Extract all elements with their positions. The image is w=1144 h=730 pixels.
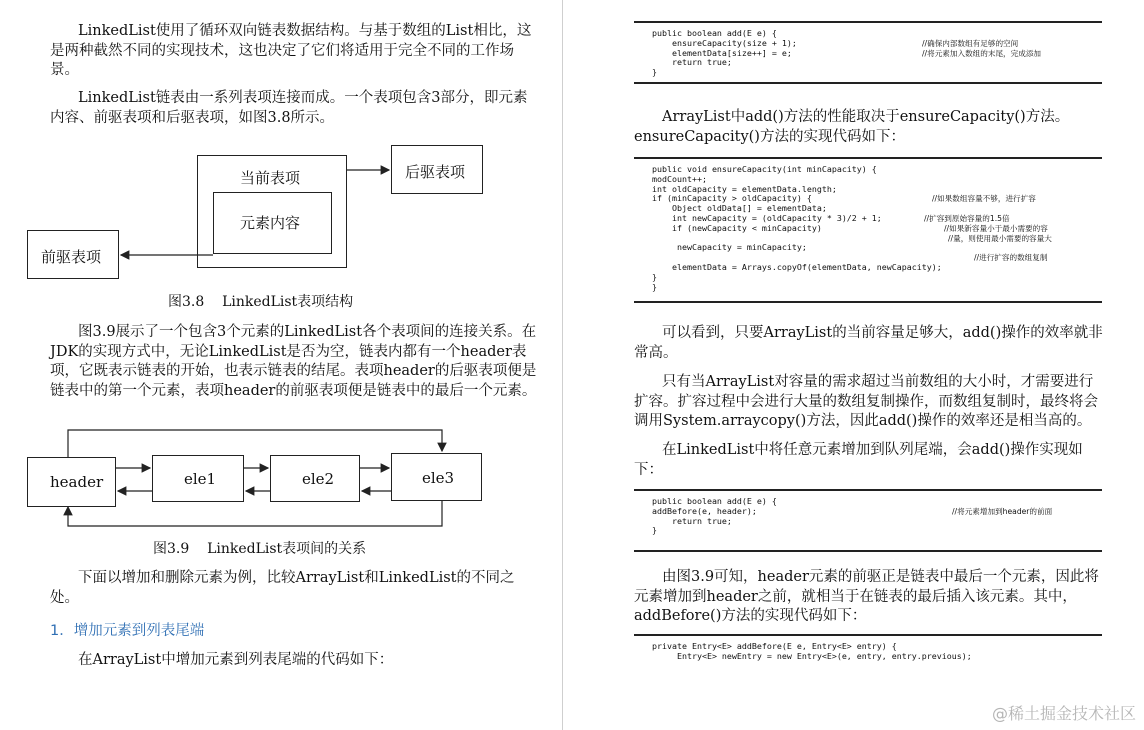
code-line: } [652, 281, 657, 292]
code-block-linkedlist-add [634, 489, 1102, 552]
code-block-addbefore [634, 634, 1102, 674]
code-line: public void ensureCapacity(int minCapacity) { [652, 164, 877, 174]
code-comment: //确保内部数组有足够的空间 [922, 38, 1019, 48]
code-line: int oldCapacity = elementData.length; [652, 183, 837, 194]
code-line: Object oldData[] = elementData; [652, 203, 827, 214]
node-header-label: header [50, 473, 104, 491]
code-comment: //将元素加入数组的末尾，完成添加 [922, 48, 1042, 58]
code-line: if (newCapacity < minCapacity) //如果新容量小于最小需要的容 [652, 222, 1048, 233]
code-line: addBefore(e, header); //将元素增加到header的前面 [652, 505, 1053, 516]
figure-3-9-caption: 图3.9 LinkedList表项间的关系 [153, 541, 367, 557]
code-line: ensureCapacity(size + 1); //确保内部数组有足够的空间 [652, 37, 1019, 48]
paragraph-linkedlist-entries: LinkedList链表由一系列表项连接而成。一个表项包含3部分，即元素内容、前驱表项和后驱表项，如图3.8所示。 [50, 90, 528, 126]
right-page [564, 0, 1144, 730]
node-ele1-label: ele1 [184, 470, 217, 488]
code-line: private Entry<E> addBefore(E e, Entry<E> entry) { [652, 641, 897, 651]
code-line: } [652, 67, 657, 78]
code-comment: //如果新容量小于最小需要的容 [944, 223, 1048, 233]
section-heading: 1．增加元素到列表尾端 [50, 623, 205, 639]
paragraph-ensurecapacity-intro: ArrayList中add()方法的性能取决于ensureCapacity()方法。ensureCapacity()方法的实现代码如下： [634, 109, 1070, 145]
code-line: return true; [652, 57, 732, 68]
paragraph-arraylist-add: 在ArrayList中增加元素到列表尾端的代码如下： [78, 652, 394, 668]
paragraph-expansion: 只有当ArrayList对容量的需求超过当前数组的大小时，才需要进行扩容。扩容过程中会进行大量的数组复制操作，而数组复制时，最终将会调用System.arraycopy()方法，因此add()操作的效率还是相当高的。 [634, 374, 1098, 429]
watermark: @稀土掘金技术社区 [991, 704, 1136, 723]
code-comment: //扩容到原始容量的1.5倍 [924, 213, 1010, 223]
current-entry-label: 当前表项 [240, 169, 301, 187]
code-line: int newCapacity = (oldCapacity * 3)/2 + 1; //扩容到原始容量的1.5倍 [652, 212, 1010, 223]
paragraph-efficiency: 可以看到，只要ArrayList的当前容量足够大，add()操作的效率就非常高。 [634, 325, 1103, 361]
code-comment: //如果数组容量不够，进行扩容 [932, 194, 1036, 204]
next-entry-label: 后驱表项 [405, 163, 466, 181]
paragraph-linkedlist-add: 在LinkedList中将任意元素增加到队列尾端，会add()操作实现如下： [634, 442, 1083, 478]
code-comment: //进行扩容的数组复制 [974, 253, 1048, 263]
code-line: public boolean add(E e) { [652, 28, 777, 38]
code-line: elementData = Arrays.copyOf(elementData, newCapacity); [652, 261, 942, 272]
code-line: } [652, 525, 657, 536]
element-content-label: 元素内容 [240, 214, 301, 232]
code-line: newCapacity = minCapacity; [652, 242, 807, 253]
code-comment: //将元素增加到header的前面 [952, 506, 1053, 516]
page-divider [562, 0, 563, 730]
code-line: if (minCapacity > oldCapacity) { //如果数组容量不够，进行扩容 [652, 193, 1036, 204]
code-line: public boolean add(E e) { [652, 496, 777, 506]
code-line: } [652, 271, 657, 282]
figure-3-8-caption: 图3.8 LinkedList表项结构 [168, 294, 354, 310]
code-line: modCount++; [652, 173, 707, 184]
code-block-ensurecapacity [634, 157, 1102, 303]
paragraph-figure-3-9-description: 图3.9展示了一个包含3个元素的LinkedList各个表项间的连接关系。在JDK的实现方式中，无论LinkedList是否为空，链表内都有一个header表项，它既表示链表的开始，也表示链表的结尾。表项header的后驱表项便是链表中的第一个元素，表项header的前驱表项便是链表中的最后一个元素。 [50, 324, 537, 399]
code-line: Entry<E> newEntry = new Entry<E>(e, entry, entry.previous); [652, 650, 972, 661]
prev-entry-label: 前驱表项 [41, 248, 102, 266]
code-line: elementData[size++] = e; //将元素加入数组的末尾，完成添加 [652, 47, 1042, 58]
node-ele3-label: ele3 [422, 469, 455, 487]
node-ele2-label: ele2 [302, 470, 335, 488]
paragraph-linkedlist-intro: LinkedList使用了循环双向链表数据结构。与基于数组的List相比，这是两种截然不同的实现技术，这也决定了它们将适用于完全不同的工作场景。 [50, 23, 532, 78]
left-page [0, 0, 562, 730]
code-line: return true; [652, 515, 732, 526]
code-block-arraylist-add [634, 21, 1102, 84]
paragraph-addbefore: 由图3.9可知，header元素的前驱正是链表中最后一个元素，因此将元素增加到header之前，就相当于在链表的最后插入该元素。其中，addBefore()方法的实现代码如下： [634, 569, 1099, 624]
code-comment: //量，则使用最小需要的容量大 [948, 233, 1052, 243]
paragraph-compare: 下面以增加和删除元素为例，比较ArrayList和LinkedList的不同之处。 [50, 570, 515, 606]
